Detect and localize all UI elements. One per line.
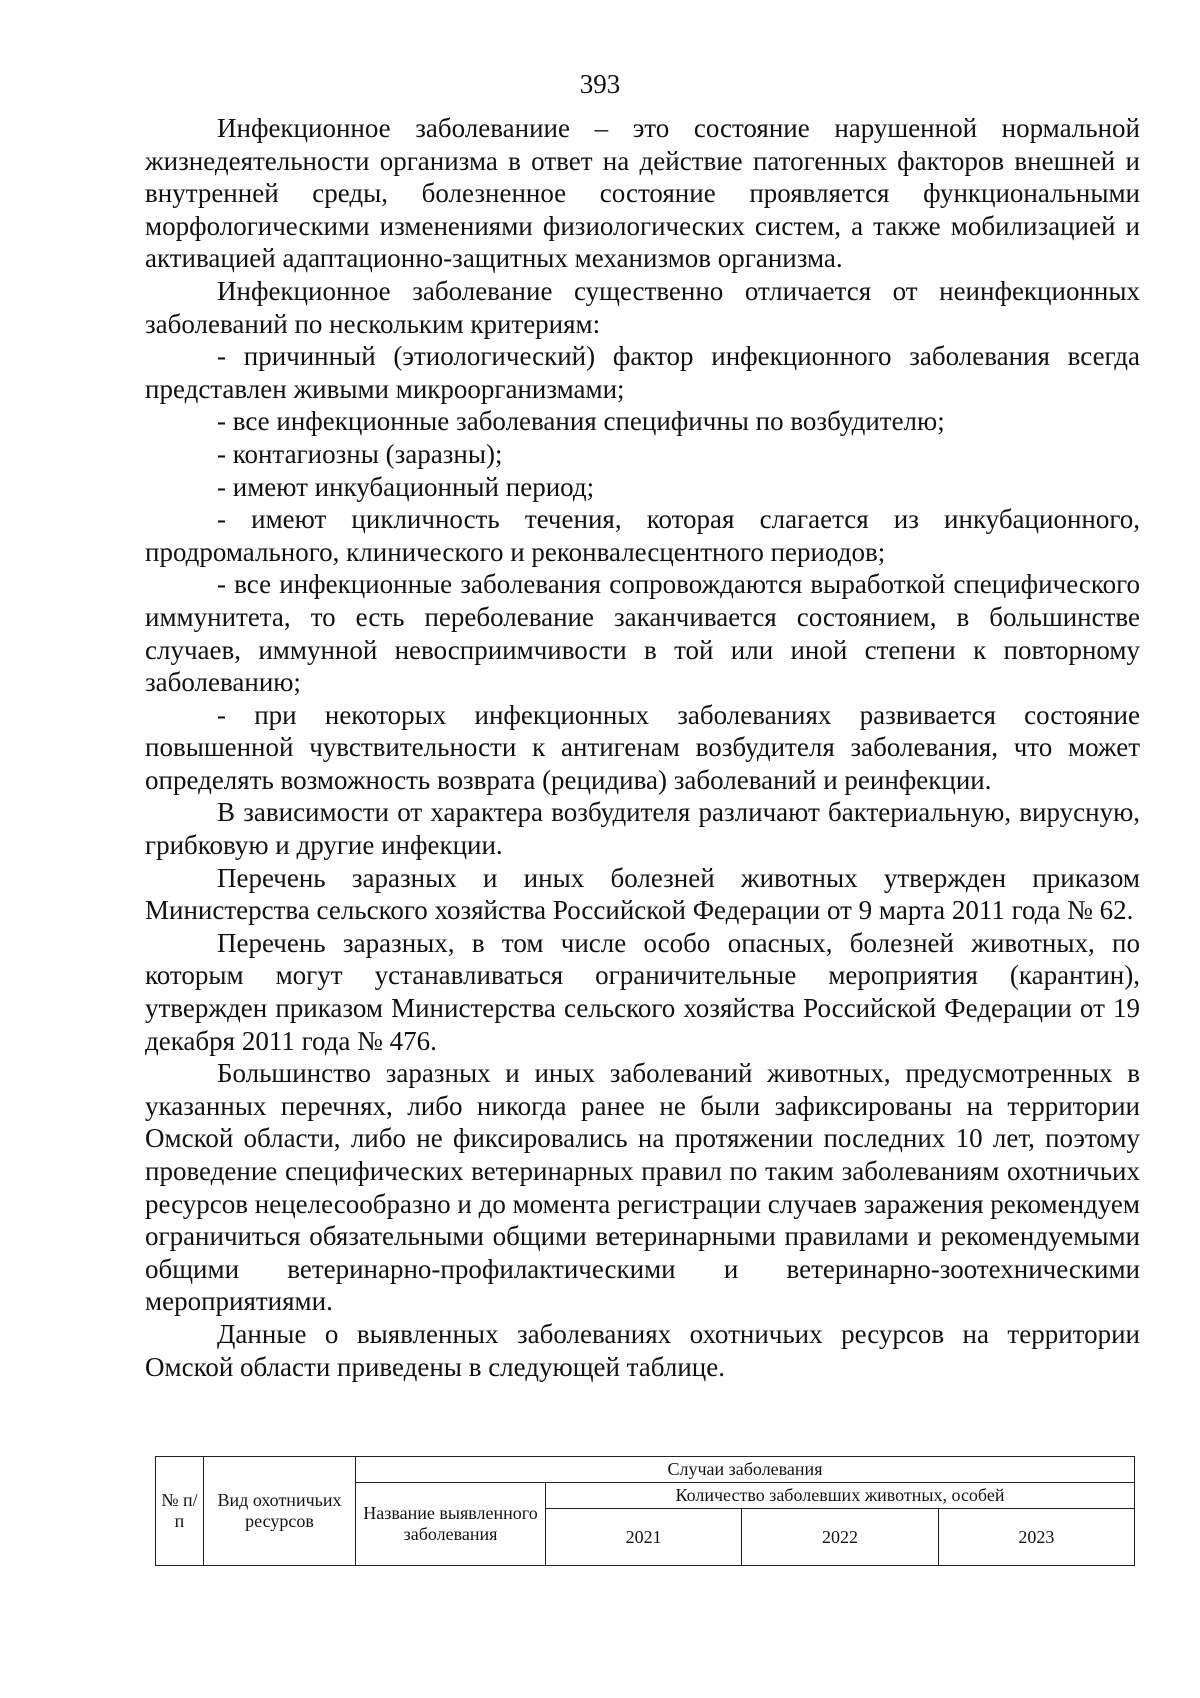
page-number: 393 bbox=[579, 69, 621, 99]
paragraph: Данные о выявленных заболеваниях охотничьих ресурсов на территории Омской области приведены в следующей таблице. bbox=[145, 1318, 1140, 1382]
disease-table bbox=[155, 1456, 1135, 1566]
paragraph: Перечень заразных, в том числе особо опасных, болезней животных, по которым могут устанавливаться ограничительные мероприятия (карантин), утвержден приказом Министерства сельского хозяйства Российской Федерации от 19 декабря 2011 года № 476. bbox=[145, 927, 1140, 1056]
column-header-resource-kind: Вид охотничьих ресурсов bbox=[204, 1457, 356, 1566]
list-item: - все инфекционные заболевания сопровождаются выработкой специфического иммунитета, то есть переболевание заканчивается состоянием, в большинстве случаев, иммунной невосприимчивости в той или иной степени к повторному заболеванию; bbox=[145, 569, 1140, 698]
column-header-disease-name: Название выявленного заболевания bbox=[356, 1483, 546, 1566]
list-item: - при некоторых инфекционных заболеваниях развивается состояние повышенной чувствительности к антигенам возбудителя заболевания, что может определять возможность возврата (рецидива) заболеваний и реинфекции. bbox=[145, 699, 1140, 795]
paragraph: В зависимости от характера возбудителя различают бактериальную, вирусную, грибковую и другие инфекции. bbox=[145, 797, 1140, 861]
column-header-year: 2023 bbox=[938, 1509, 1134, 1566]
body-text bbox=[145, 112, 1140, 1383]
column-header-year: 2021 bbox=[546, 1509, 742, 1566]
list-item: - имеют цикличность течения, которая слагается из инкубационного, продромального, клинического и реконвалесцентного периодов; bbox=[145, 504, 1140, 567]
paragraph: Инфекционное заболеваниие – это состояние нарушенной нормальной жизнедеятельности организма в ответ на действие патогенных факторов внешней и внутренней среды, болезненное состояние проявляется функциональными морфологическими изменениями физиологических систем, а также мобилизацией и активацией адаптационно-защитных механизмов организма. bbox=[145, 113, 1140, 274]
column-header-count: Количество заболевших животных, особей bbox=[546, 1483, 1135, 1509]
list-item: - причинный (этиологический) фактор инфекционного заболевания всегда представлен живыми микроорганизмами; bbox=[145, 341, 1140, 404]
paragraph: Инфекционное заболевание существенно отличается от неинфекционных заболеваний по нескольким критериям: bbox=[145, 275, 1140, 339]
list-item: - имеют инкубационный период; bbox=[217, 471, 595, 502]
list-item: - контагиозны (заразны); bbox=[217, 438, 503, 469]
column-header-year: 2022 bbox=[742, 1509, 938, 1566]
paragraph: Большинство заразных и иных заболеваний животных, предусмотренных в указанных перечнях, либо никогда ранее не были зафиксированы на территории Омской области, либо не фиксировались на протяжении последних 10 лет, поэтому проведение специфических ветеринарных правил по таким заболеваниям охотничьих ресурсов нецелесообразно и до момента регистрации случаев заражения рекомендуем ограничиться обязательными общими ветеринарными правилами и рекомендуемыми общими ветеринарно-профилактическими и ветеринарно-зоотехническими мероприятиями. bbox=[145, 1058, 1140, 1317]
list-item: - все инфекционные заболевания специфичны по возбудителю; bbox=[217, 406, 945, 437]
column-group-header-cases: Случаи заболевания bbox=[356, 1457, 1135, 1483]
paragraph: Перечень заразных и иных болезней животных утвержден приказом Министерства сельского хозяйства Российской Федерации от 9 марта 2011 года № 62. bbox=[145, 862, 1140, 926]
column-header-number: № п/п bbox=[156, 1457, 204, 1566]
disease-table-container bbox=[155, 1456, 1135, 1566]
